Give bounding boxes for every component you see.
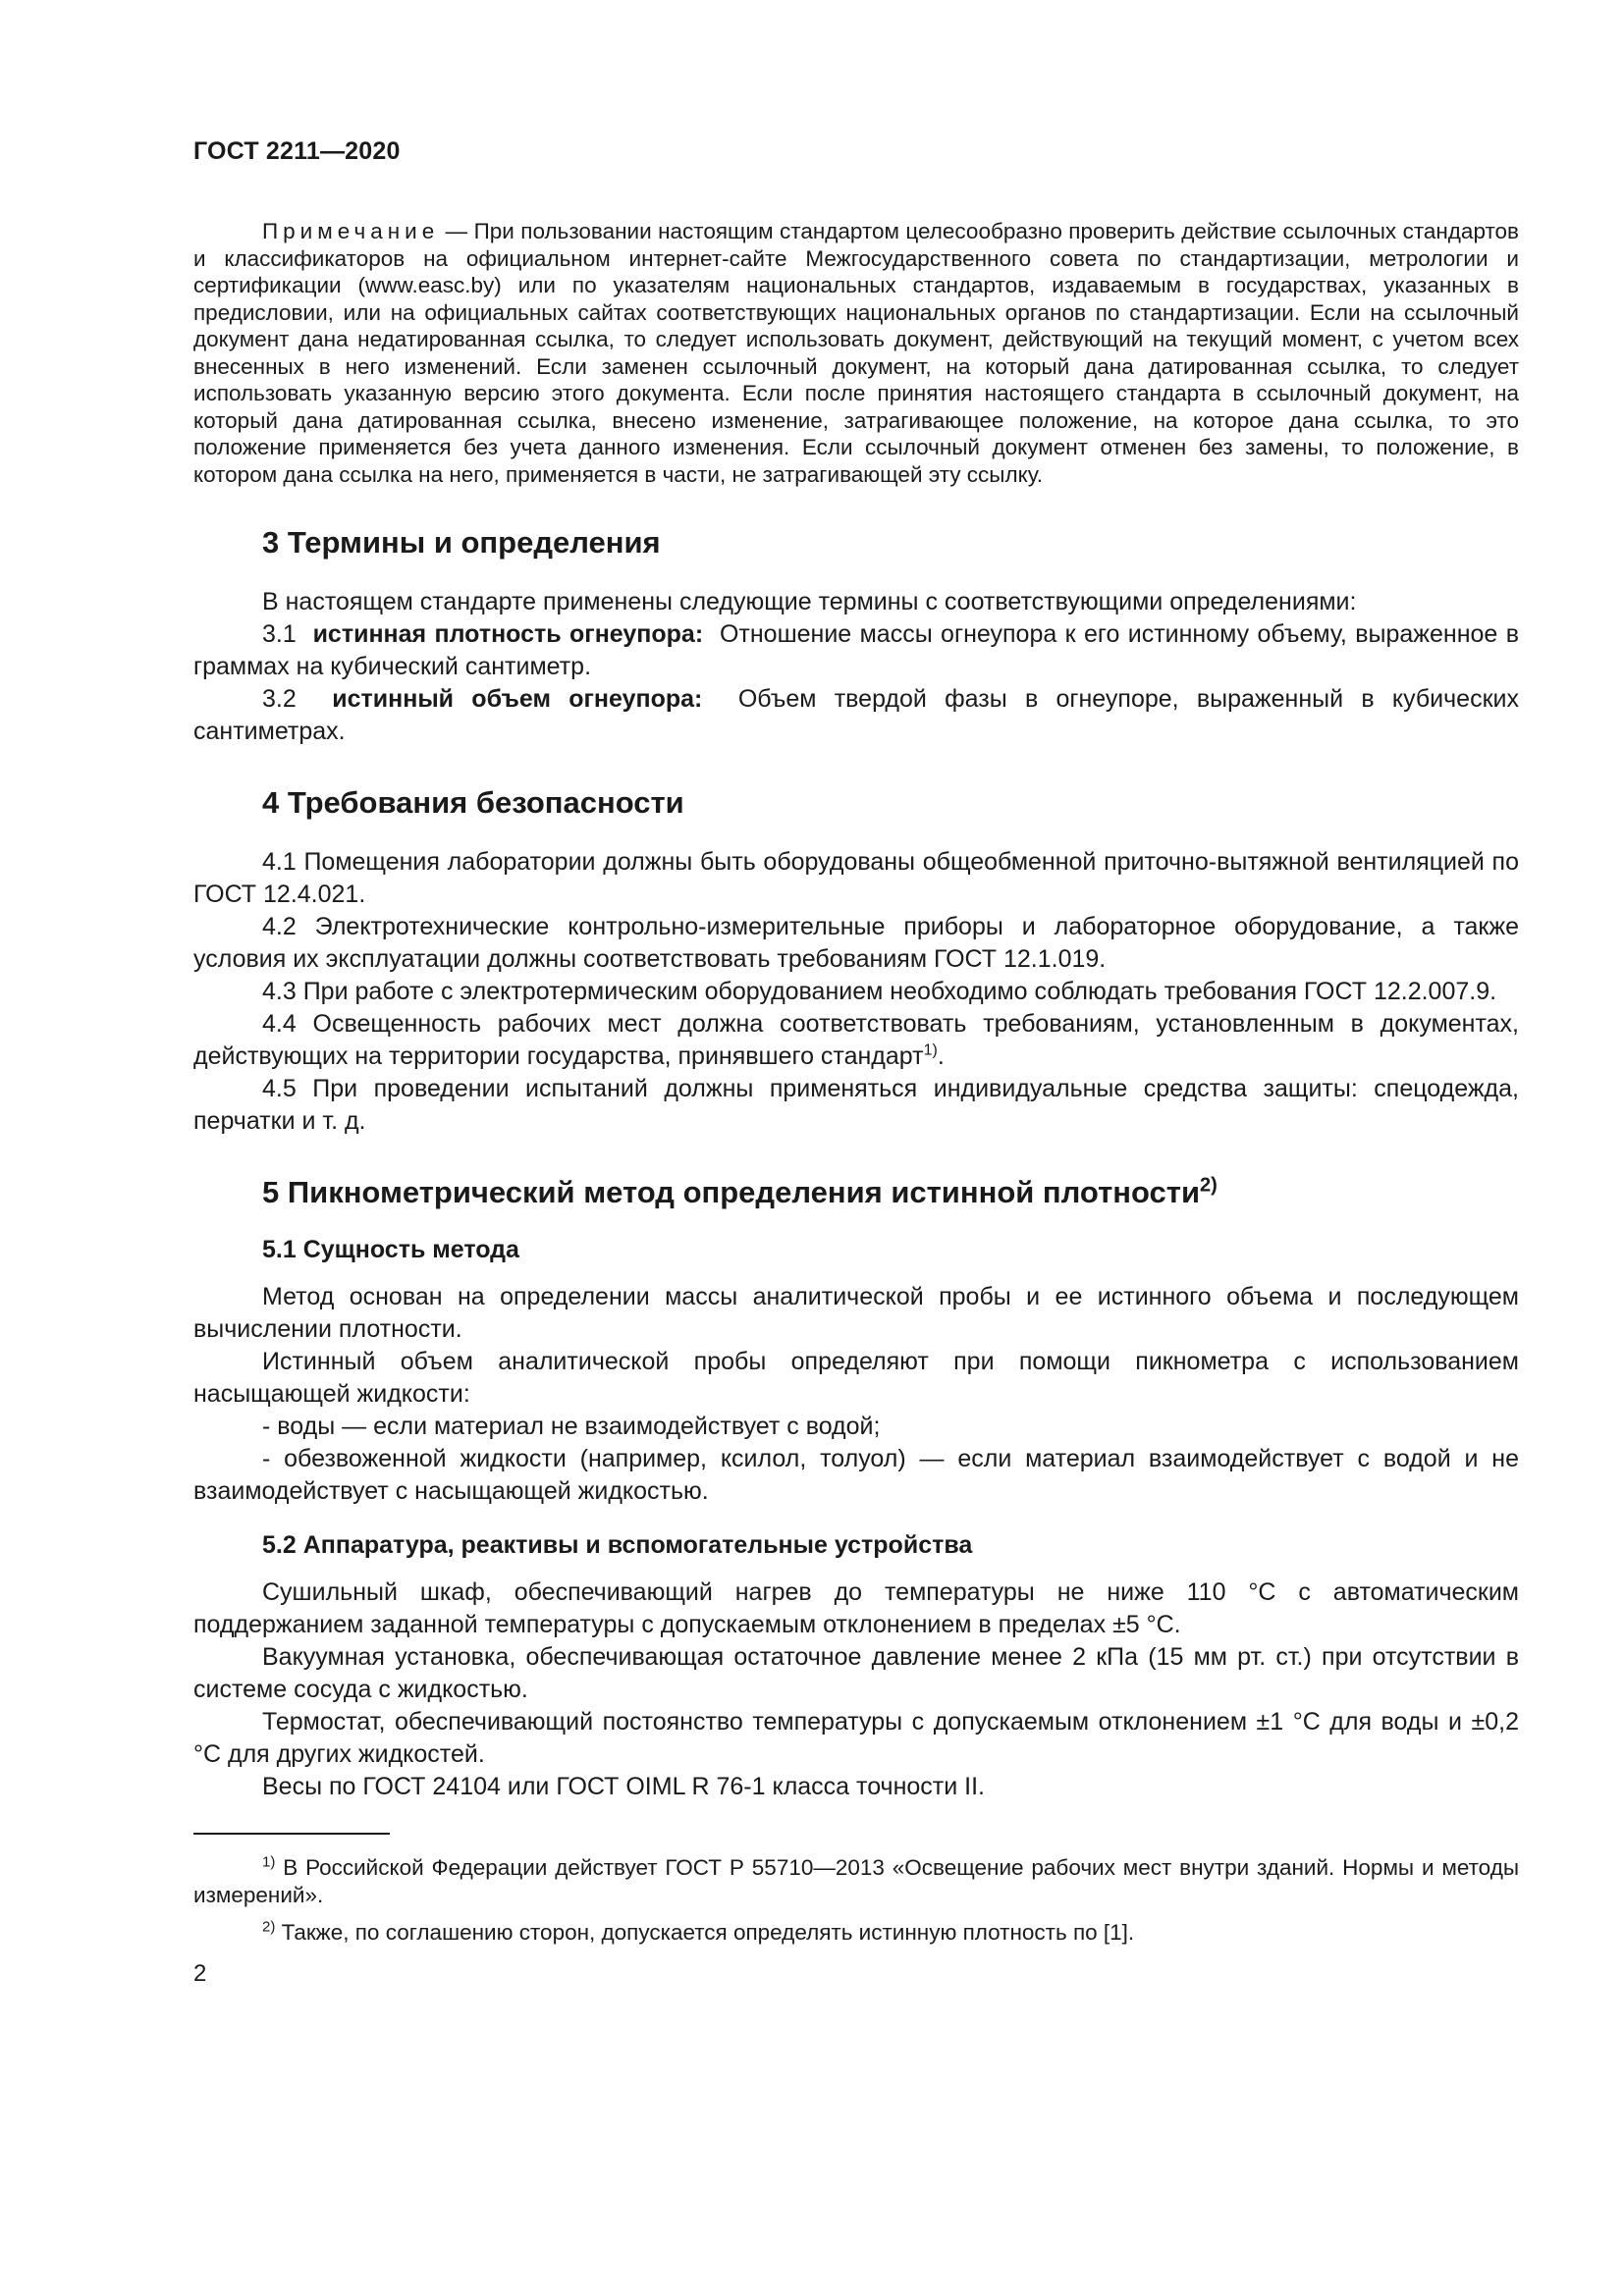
paragraph-4-2: 4.2 Электротехнические контрольно-измерительные приборы и лабораторное оборудование, а также условия их эксплуатации должны соответствовать требованиям ГОСТ 12.1.019. [193, 913, 1519, 973]
paragraph-4-3: 4.3 При работе с электротермическим оборудованием необходимо соблюдать требования ГОСТ 12.2.007.9. [262, 978, 1497, 1005]
paragraph-4-4-text: 4.4 Освещенность рабочих мест должна соответствовать требованиям, установленным в документах, действующих на территории государства, принявшего стандарт [193, 1010, 1519, 1070]
paragraph-4-4 [193, 1008, 1519, 1073]
note-label: Примечание [262, 219, 440, 243]
term-3-2-name: истинный объем огнеупора: [332, 685, 703, 713]
paragraph-5-2-1: Сушильный шкаф, обеспечивающий нагрев до температуры не ниже 110 °С с автоматическим поддержанием заданной температуры с допускаемым отклонением в пределах ±5 °С. [193, 1578, 1519, 1638]
section-4-title: 4 Требования безопасности [262, 785, 684, 820]
paragraph-4-5: 4.5 При проведении испытаний должны применяться индивидуальные средства защиты: спецодежда, перчатки и т. д. [193, 1075, 1519, 1135]
paragraph-5-1-1: Метод основан на определении массы аналитической пробы и ее истинного объема и последующем вычислении плотности. [193, 1283, 1519, 1343]
footnote-ref-2: 2) [1200, 1174, 1218, 1197]
document-header: ГОСТ 2211—2020 [193, 137, 401, 165]
term-3-1-definition: Отношение массы огнеупора к его истинному объему, выраженное в граммах на кубический сантиметр. [193, 620, 1520, 680]
section-3-title: 3 Термины и определения [262, 525, 661, 560]
note-text: — При пользовании настоящим стандартом целесообразно проверить действие ссылочных стандартов и классификаторов на официальном интернет-сайте Межгосударственного совета по стандартизации, метрологии и сертификации (www.easc.by) или по указателям национальных стандартов, издаваемым в государствах, указанных в предисловии, или на официальных сайтах соответствующих национальных органов по стандартизации. Если на ссылочный документ дана недатированная ссылка, то следует использовать документ, действующий на текущий момент, с учетом всех внесенных в него изменений. Если заменен ссылочный документ, на который дана датированная ссылка, то следует использовать указанную версию этого документа. Если после принятия настоящего стандарта в ссылочный документ, на который дана датированная ссылка, внесено изменение, затрагивающее положение, на которое дана ссылка, то это положение применяется без учета данного изменения. Если ссылочный документ отменен без замены, то положение, в котором дана ссылка на него, применяется в части, не затрагивающей эту ссылку. [193, 219, 1519, 487]
footnote-ref-1: 1) [923, 1041, 938, 1059]
term-3-1-number: 3.1 [262, 620, 297, 648]
section-3-intro: В настоящем стандарте применены следующие термины с соответствующими определениями: [262, 588, 1357, 615]
paragraph-5-2-2: Вакуумная установка, обеспечивающая остаточное давление менее 2 кПа (15 мм рт. ст.) при отсутствии в системе сосуда с жидкостью. [193, 1643, 1519, 1703]
term-3-2 [193, 683, 1519, 748]
footnote-2 [193, 1919, 1519, 1947]
footnote-1 [193, 1854, 1519, 1909]
list-item-water: - воды — если материал не взаимодействует с водой; [262, 1413, 881, 1440]
footnote-2-mark: 2) [262, 1918, 276, 1936]
paragraph-5-1-2: Истинный объем аналитической пробы определяют при помощи пикнометра с использованием насыщающей жидкости: [193, 1348, 1519, 1408]
paragraph-4-4-end: . [937, 1042, 945, 1070]
document-page [193, 137, 1519, 1988]
section-5-title [193, 1173, 1519, 1212]
subsection-5-1-title: 5.1 Сущность метода [262, 1236, 519, 1263]
term-3-1-name: истинная плотность огнеупора: [312, 620, 704, 648]
term-3-2-definition: Объем твердой фазы в огнеупоре, выраженный в кубических сантиметрах. [193, 685, 1519, 745]
section-5-title-text: 5 Пикнометрический метод определения истинной плотности [262, 1175, 1201, 1209]
term-3-2-number: 3.2 [262, 685, 297, 713]
term-3-1 [193, 618, 1519, 683]
paragraph-4-1: 4.1 Помещения лаборатории должны быть оборудованы общеобменной приточно-вытяжной вентиляцией по ГОСТ 12.4.021. [193, 848, 1519, 908]
list-item-dehydrated-liquid: - обезвоженной жидкости (например, ксилол, толуол) — если материал взаимодействует с водой и не взаимодействует с насыщающей жидкостью. [193, 1445, 1519, 1505]
paragraph-5-2-4: Весы по ГОСТ 24104 или ГОСТ OIML R 76-1 класса точности II. [262, 1773, 985, 1800]
paragraph-5-2-3: Термостат, обеспечивающий постоянство температуры с допускаемым отклонением ±1 °С для воды и ±0,2 °С для других жидкостей. [193, 1708, 1519, 1768]
subsection-5-2-title: 5.2 Аппаратура, реактивы и вспомогательные устройства [262, 1531, 973, 1559]
footnote-2-text: Также, по соглашению сторон, допускается определять истинную плотность по [1]. [275, 1920, 1135, 1945]
footnote-1-mark: 1) [262, 1853, 276, 1871]
page-number: 2 [193, 1960, 207, 1987]
footnote-1-text: В Российской Федерации действует ГОСТ Р 55710—2013 «Освещение рабочих мест внутри зданий. Нормы и методы измерений». [193, 1855, 1519, 1907]
note-paragraph [193, 218, 1519, 488]
